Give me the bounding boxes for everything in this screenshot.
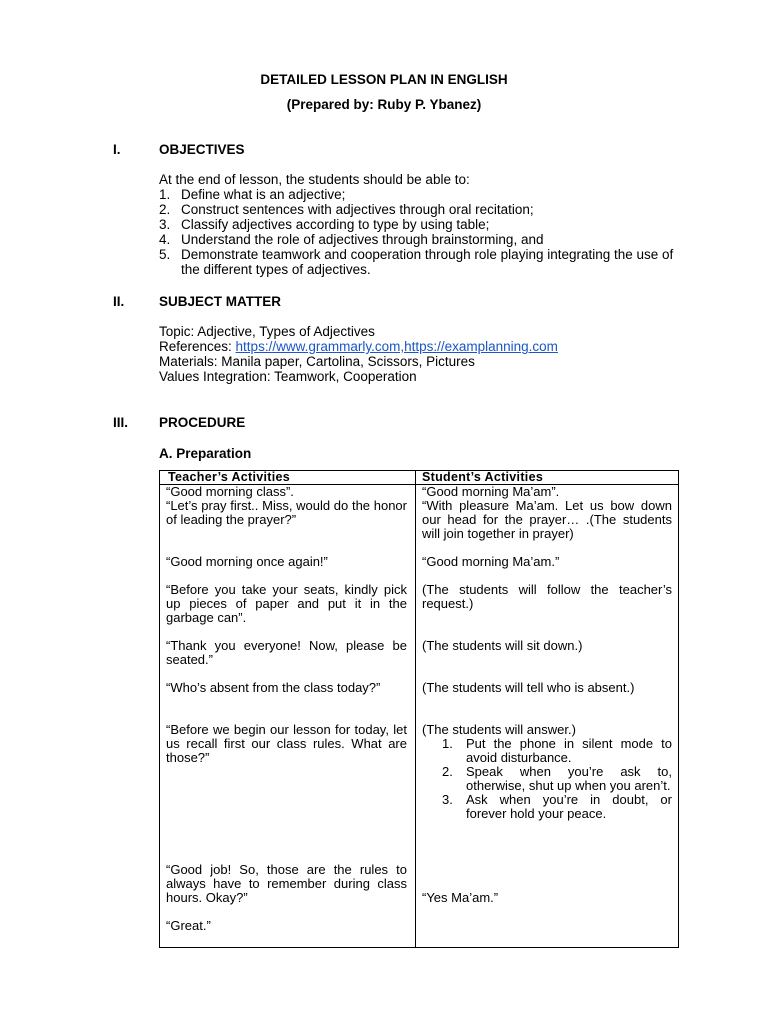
objective-text: Demonstrate teamwork and cooperation through role playing integrating the use of the different types of adjectives.	[181, 247, 674, 277]
materials-line: Materials: Manila paper, Cartolina, Scissors, Pictures	[159, 354, 475, 369]
student-line: (The students will answer.)	[422, 722, 576, 737]
rule-item	[422, 765, 672, 793]
rule-number: 1.	[442, 736, 453, 751]
objective-item	[159, 217, 684, 232]
class-rules-list	[422, 737, 672, 821]
teacher-cell: “Before we begin our lesson for today, let us recall first our class rules. What are those?”	[166, 722, 407, 765]
student-cell	[422, 485, 672, 541]
objective-number: 1.	[159, 187, 171, 202]
student-activities-header: Student’s Activities	[422, 470, 544, 484]
topic-line: Topic: Adjective, Types of Adjectives	[159, 324, 375, 339]
section-number-subject: II.	[113, 294, 125, 309]
objective-item	[159, 247, 684, 277]
teacher-cell: “Good morning once again!”	[166, 554, 328, 569]
student-line: “With pleasure Ma’am. Let us bow down our head for the prayer… .(The students will join together in prayer)	[422, 498, 672, 541]
objective-item	[159, 202, 684, 217]
rule-text: Put the phone in silent mode to avoid disturbance.	[466, 736, 672, 765]
objective-number: 3.	[159, 217, 171, 232]
objectives-intro: At the end of lesson, the students should be able to:	[159, 172, 470, 187]
prepared-by: (Prepared by: Ruby P. Ybanez)	[286, 97, 482, 112]
references-line	[159, 339, 684, 354]
objective-text: Define what is an adjective;	[181, 187, 346, 202]
section-number-objectives: I.	[113, 142, 121, 157]
objectives-body	[159, 172, 684, 277]
student-cell: “Good morning Ma’am.”	[422, 554, 560, 569]
teacher-line: “Let’s pray first.. Miss, would do the honor of leading the prayer?”	[166, 498, 407, 527]
rule-number: 3.	[442, 792, 453, 807]
objective-text: Classify adjectives according to type by using table;	[181, 217, 490, 232]
section-title-procedure: PROCEDURE	[159, 415, 246, 430]
student-cell	[422, 723, 672, 821]
section-number-procedure: III.	[113, 415, 129, 430]
values-line: Values Integration: Teamwork, Cooperation	[159, 369, 417, 384]
rule-item	[422, 793, 672, 821]
teacher-activities-header: Teacher’s Activities	[168, 470, 291, 484]
student-cell: “Yes Ma’am.”	[422, 890, 499, 905]
student-cell: (The students will tell who is absent.)	[422, 680, 635, 695]
activities-table	[159, 470, 679, 948]
rule-text: Ask when you’re in doubt, or forever hold your peace.	[466, 792, 672, 821]
column-divider	[415, 471, 416, 947]
student-cell: (The students will follow the teacher’s request.)	[422, 582, 672, 611]
student-cell: (The students will sit down.)	[422, 638, 583, 653]
teacher-cell: “Who’s absent from the class today?”	[166, 680, 381, 695]
teacher-cell: “Thank you everyone! Now, please be seated.”	[166, 638, 407, 667]
objectives-list	[159, 187, 684, 277]
rule-number: 2.	[442, 764, 453, 779]
student-line: “Good morning Ma’am”.	[422, 484, 560, 499]
teacher-cell: “Before you take your seats, kindly pick up pieces of paper and put it in the garbage can”.	[166, 582, 407, 625]
document-title: DETAILED LESSON PLAN IN ENGLISH	[260, 72, 508, 87]
rule-text: Speak when you’re ask to, otherwise, shut up when you aren’t.	[466, 764, 672, 793]
rule-item	[422, 737, 672, 765]
references-label: References:	[159, 339, 236, 354]
objective-text: Construct sentences with adjectives through oral recitation;	[181, 202, 534, 217]
subject-matter-body	[159, 324, 684, 384]
subsection-preparation: A. Preparation	[159, 446, 252, 461]
objective-number: 5.	[159, 247, 171, 262]
teacher-cell: “Great.”	[166, 918, 211, 933]
objective-number: 4.	[159, 232, 171, 247]
teacher-cell: “Good job! So, those are the rules to always have to remember during class hours. Okay?”	[166, 862, 407, 905]
objective-text: Understand the role of adjectives through brainstorming, and	[181, 232, 544, 247]
section-title-objectives: OBJECTIVES	[159, 142, 245, 157]
objective-item	[159, 232, 684, 247]
objective-number: 2.	[159, 202, 171, 217]
objective-item	[159, 187, 684, 202]
references-link[interactable]: https://www.grammarly.com,https://examplanning.com	[235, 339, 558, 354]
section-title-subject: SUBJECT MATTER	[159, 294, 282, 309]
teacher-cell	[166, 485, 407, 527]
teacher-line: “Good morning class”.	[166, 484, 294, 499]
